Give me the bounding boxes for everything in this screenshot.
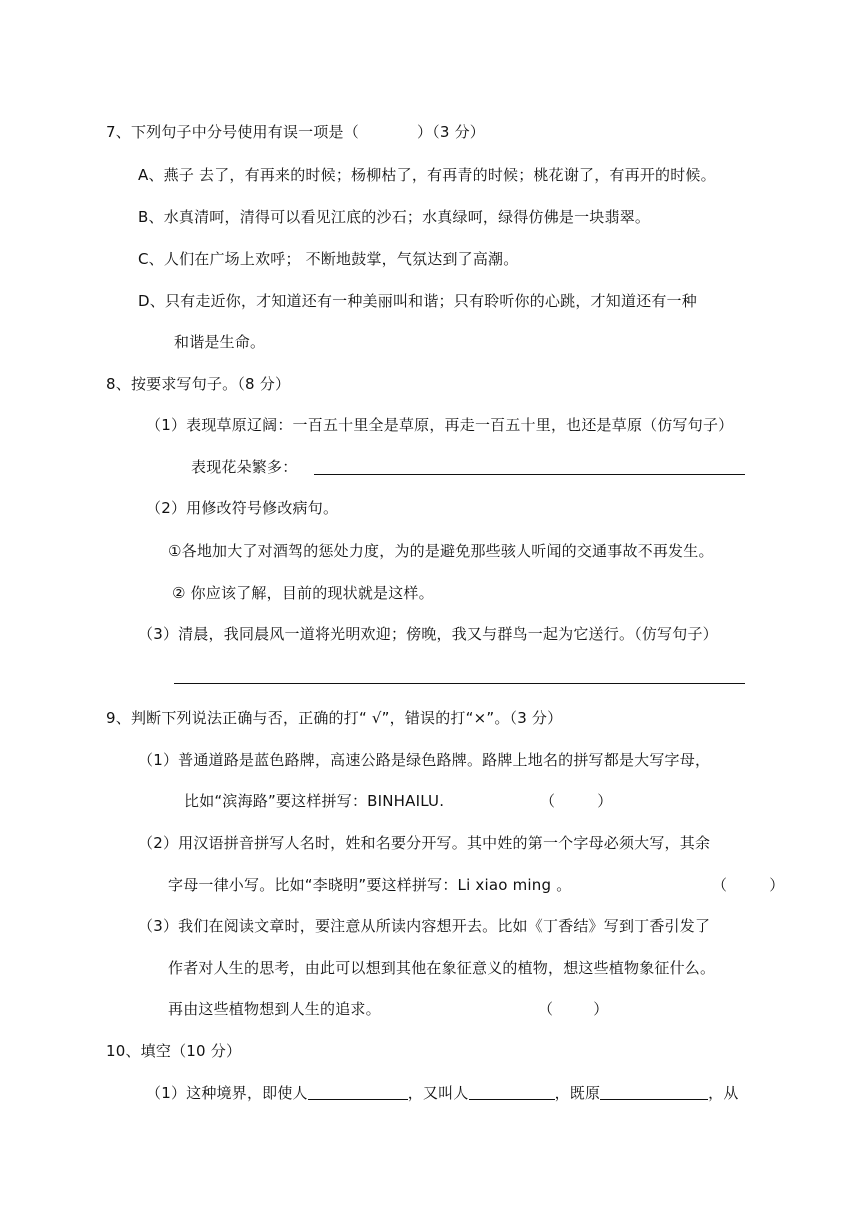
q8-part2: （2）用修改符号修改病句。 bbox=[146, 499, 339, 517]
q10-blank-3[interactable] bbox=[600, 1083, 708, 1100]
q9-item1-line2: 比如“滨海路”要这样拼写：BINHAILU. bbox=[184, 792, 445, 810]
q10-part1 bbox=[146, 1083, 739, 1103]
q7-option-a: A、燕子 去了，有再来的时候；杨柳枯了，有再青的时候；桃花谢了，有再开的时候。 bbox=[138, 166, 716, 184]
q8-part1-answer-line[interactable] bbox=[314, 474, 745, 475]
paren-open: （ bbox=[538, 1000, 554, 1018]
q9-item3-line1: （3）我们在阅读文章时，要注意从所读内容想开去。比如《丁香结》写到丁香引发了 bbox=[138, 917, 711, 935]
q10-blank-2[interactable] bbox=[469, 1083, 555, 1100]
paren-close: ） bbox=[769, 876, 785, 894]
q10-part1-text-d: ，从 bbox=[708, 1084, 739, 1102]
q8-part3-answer-line[interactable] bbox=[174, 683, 745, 684]
q9-item3-line2: 作者对人生的思考，由此可以想到其他在象征意义的植物，想这些植物象征什么。 bbox=[168, 959, 716, 977]
q9-item3-answer-paren[interactable] bbox=[538, 999, 608, 1019]
q9-item2-line1: （2）用汉语拼音拼写人名时，姓和名要分开写。其中姓的第一个字母必须大写，其余 bbox=[138, 834, 711, 852]
paren-close: ） bbox=[597, 792, 613, 810]
q8-part1: （1）表现草原辽阔：一百五十里全是草原，再走一百五十里，也还是草原（仿写句子） bbox=[146, 416, 734, 434]
q8-stem: 8、按要求写句子。（8 分） bbox=[106, 375, 291, 393]
q10-part1-text-a: （1）这种境界，即使人 bbox=[146, 1084, 308, 1102]
paren-open: （ bbox=[712, 876, 728, 894]
q9-item3-line3: 再由这些植物想到人生的追求。 bbox=[168, 1000, 381, 1018]
q9-stem: 9、判断下列说法正确与否，正确的打“ √”，错误的打“×”。（3 分） bbox=[106, 709, 563, 727]
q10-part1-text-b: ，又叫人 bbox=[407, 1084, 469, 1102]
q9-item1-line1: （1）普通道路是蓝色路牌，高速公路是绿色路牌。路牌上地名的拼写都是大写字母， bbox=[138, 751, 711, 769]
q7-stem-text: 7、下列句子中分号使用有误一项是（ bbox=[106, 123, 359, 141]
q10-part1-text-c: ，既原 bbox=[554, 1084, 601, 1102]
q7-option-d-line1: D、只有走近你，才知道还有一种美丽叫和谐；只有聆听你的心跳，才知道还有一种 bbox=[138, 292, 697, 310]
q7-stem-points: ）（3 分） bbox=[416, 123, 485, 141]
q7-stem bbox=[106, 122, 485, 142]
q8-part1-prompt: 表现花朵繁多： bbox=[191, 458, 298, 476]
q8-part3: （3）清晨，我同晨风一道将光明欢迎；傍晚，我又与群鸟一起为它送行。（仿写句子） bbox=[138, 625, 718, 643]
q10-stem: 10、填空（10 分） bbox=[106, 1042, 242, 1060]
q8-part2-sentence1: ①各地加大了对酒驾的惩处力度，为的是避免那些骇人听闻的交通事故不再发生。 bbox=[168, 542, 714, 560]
q9-item1-answer-paren[interactable] bbox=[540, 791, 612, 811]
paren-close: ） bbox=[593, 1000, 609, 1018]
q9-item2-line2: 字母一律小写。比如“李晓明”要这样拼写：Li xiao ming 。 bbox=[168, 876, 572, 894]
q10-blank-1[interactable] bbox=[308, 1083, 408, 1100]
q7-option-c: C、人们在广场上欢呼； 不断地鼓掌，气氛达到了高潮。 bbox=[138, 250, 519, 268]
q9-item2-answer-paren[interactable] bbox=[712, 875, 784, 895]
q7-option-b: B、水真清呵，清得可以看见江底的沙石；水真绿呵，绿得仿佛是一块翡翠。 bbox=[138, 208, 651, 226]
q8-part2-sentence2: ② 你应该了解，目前的现状就是这样。 bbox=[172, 584, 434, 602]
paren-open: （ bbox=[540, 792, 556, 810]
q7-option-d-line2: 和谐是生命。 bbox=[174, 333, 266, 351]
